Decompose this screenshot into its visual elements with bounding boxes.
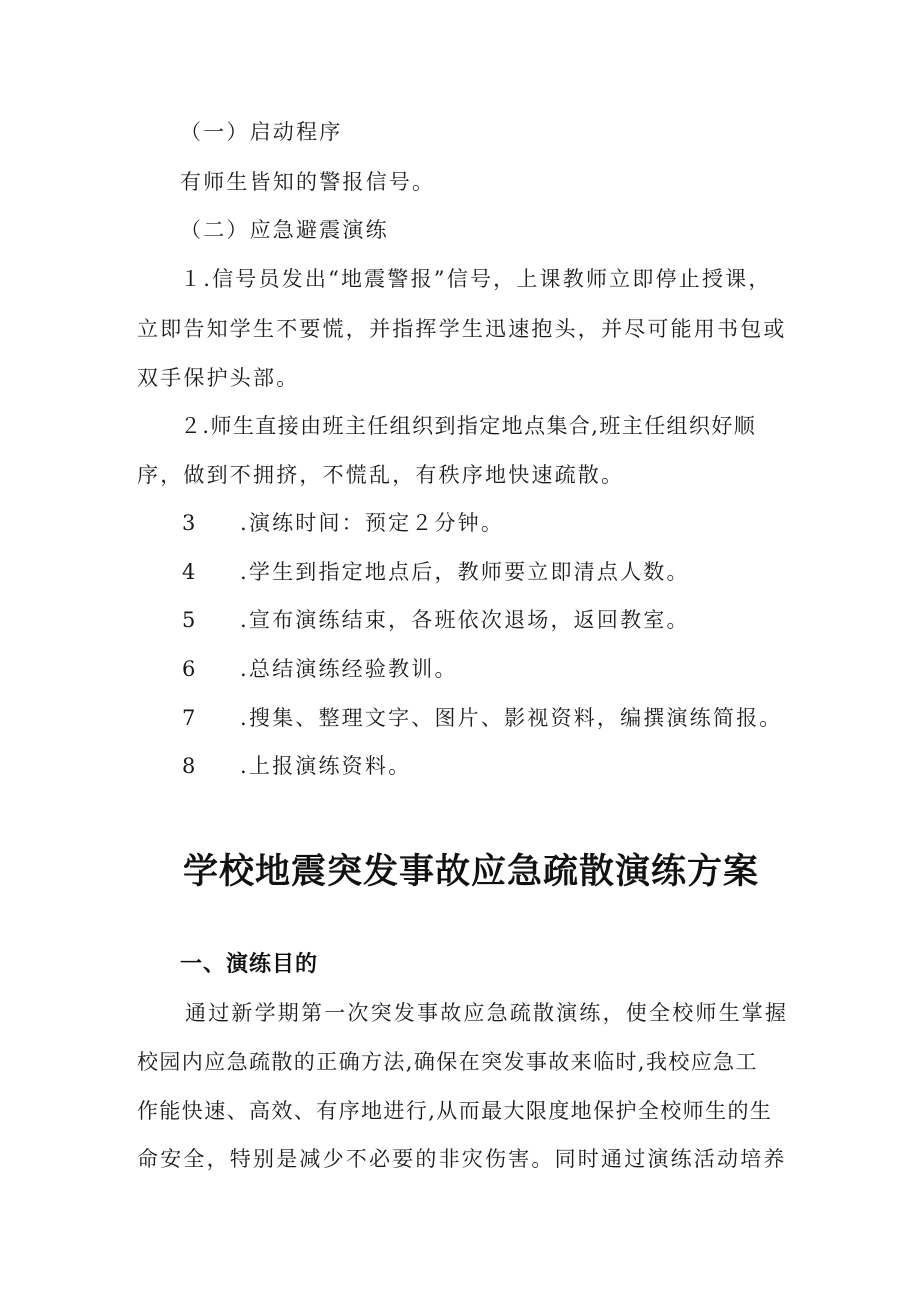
item-1-line-3: 双手保护头部。 [137, 366, 300, 390]
list-item-text: .上报演练资料。 [240, 754, 412, 778]
list-item-number: 3 [182, 511, 196, 535]
item-1-line-2: 立即告知学生不要慌，并指挥学生迅速抱头，并尽可能用书包或 [137, 317, 787, 341]
paragraph-alarm-signal: 有师生皆知的警报信号。 [180, 170, 436, 194]
purpose-paragraph-line-3: 作能快速、高效、有序地进行,从而最大限度地保护全校师生的生 [137, 1099, 773, 1123]
list-item-text: .总结演练经验教训。 [240, 657, 458, 681]
purpose-paragraph-line-2: 校园内应急疏散的正确方法,确保在突发事故来临时,我校应急工 [137, 1050, 758, 1074]
list-item-number: 8 [182, 754, 196, 778]
subheading-earthquake-drill: （二）应急避震演练 [180, 218, 389, 242]
list-item-text: .搜集、整理文字、图片、影视资料，编撰演练简报。 [240, 706, 783, 730]
section-heading-drill-purpose: 一、演练目的 [180, 952, 319, 977]
list-item-number: 5 [182, 608, 196, 632]
purpose-paragraph-line-1: 通过新学期第一次突发事故应急疏散演练，使全校师生掌握 [185, 1001, 789, 1025]
list-item-text: .学生到指定地点后，教师要立即清点人数。 [240, 560, 690, 584]
list-item-text: .演练时间：预定２分钟。 [240, 511, 505, 535]
purpose-paragraph-line-4: 命安全，特别是减少不必要的非灾伤害。同时通过演练活动培养 [137, 1147, 787, 1171]
list-item-number: 4 [182, 560, 196, 584]
item-2-line-1: ２.师生直接由班主任组织到指定地点集合,班主任组织好顺 [180, 414, 757, 438]
subheading-startup-procedure: （一）启动程序 [180, 120, 343, 144]
list-item-number: 6 [182, 657, 196, 681]
list-item-text: .宣布演练结束，各班依次退场，返回教室。 [240, 608, 690, 632]
item-1-line-1: １.信号员发出“地震警报”信号，上课教师立即停止授课， [180, 267, 772, 291]
document-title: 学校地震突发事故应急疏散演练方案 [183, 852, 760, 892]
item-2-line-2: 序，做到不拥挤，不慌乱，有秩序地快速疏散。 [137, 463, 625, 487]
list-item-number: 7 [182, 706, 196, 730]
